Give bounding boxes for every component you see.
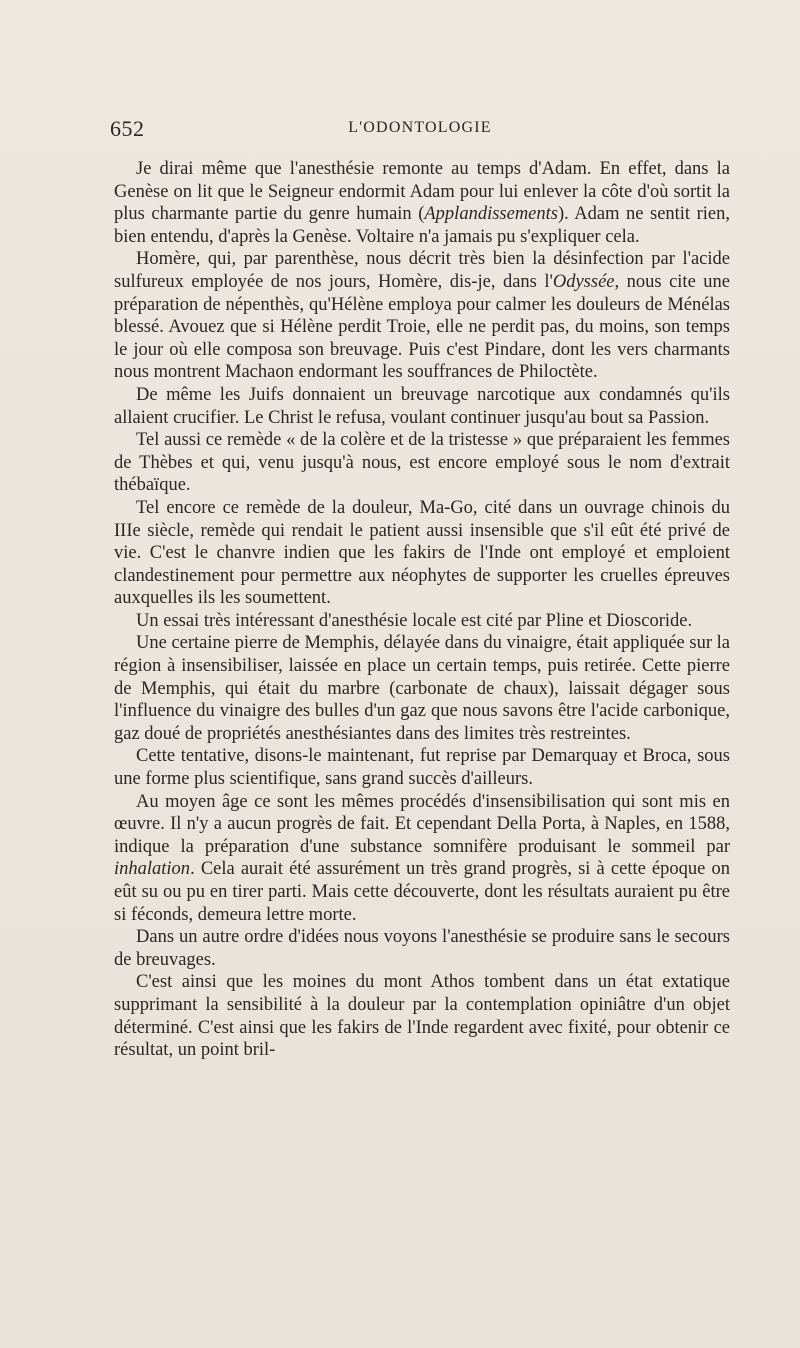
body-text (114, 158, 730, 1062)
paragraph-adam: Je dirai même que l'anesthésie remonte au temps d'Adam. En effet, dans la Genèse on lit que le Seigneur endormit Adam pour lui enlever la côte d'où sortit la plus charmante partie du genre humain (Applandissements). Adam ne sentit rien, bien entendu, d'après la Genèse. Voltaire n'a jamais pu s'expliquer cela. (114, 159, 730, 247)
paragraph-juifs: De même les Juifs donnaient un breuvage narcotique aux condamnés qu'ils allaient crucifier. Le Christ le refusa, voulant continuer jusqu'au bout sa Passion. (114, 384, 730, 428)
paragraph-breuvages: Dans un autre ordre d'idées nous voyons l'anesthésie se produire sans le secours de breuvages. (114, 927, 730, 970)
page-header (110, 116, 730, 144)
paragraph-homere: Homère, qui, par parenthèse, nous décrit très bien la désinfection par l'acide sulfureux employée de nos jours, Homère, dis-je, dans l'Odyssée, nous cite une préparation de népenthès, qu'Hélène employa pour calmer les douleurs de Ménélas blessé. Avouez que si Hélène perdit Troie, elle ne perdit pas, du moins, son temps le jour où elle composa son breuvage. Puis c'est Pindare, dont les vers charmants nous montrent Machaon endormant les souffrances de Philoctète. (114, 249, 730, 383)
paragraph-demarquay: Cette tentative, disons-le maintenant, fut reprise par Demarquay et Broca, sous une forme plus scientifique, sans grand succès d'ailleurs. (114, 746, 730, 790)
paragraph-ma-go: Tel encore ce remède de la douleur, Ma-Go, cité dans un ouvrage chinois du IIIe siècle, remède qui rendait le patient aussi insensible que s'il eût été privé de vie. C'est le chanvre indien que les fakirs de l'Inde ont employé et emploient clandestinement pour permettre aux néophytes de supporter les cruelles épreuves auxquelles ils les soumettent. (114, 497, 730, 609)
running-title: L'ODONTOLOGIE (348, 119, 492, 136)
paragraph-pline: Un essai très intéressant d'anesthésie locale est cité par Pline et Dioscoride. (136, 610, 693, 631)
paragraph-athos: C'est ainsi que les moines du mont Athos tombent dans un état extatique supprimant la sensibilité à la douleur par la contemplation opiniâtre d'un objet déterminé. C'est ainsi que les fakirs de l'Inde regardent avec fixité, pour obtenir ce résultat, un point bril- (114, 972, 730, 1061)
paragraph-thebes: Tel aussi ce remède « de la colère et de la tristesse » que préparaient les femmes de Thèbes et qui, venu jusqu'à nous, est encore employé sous le nom d'extrait thébaïque. (114, 430, 730, 496)
paragraph-moyen-age: Au moyen âge ce sont les mêmes procédés d'insensibilisation qui sont mis en œuvre. Il n'y a aucun progrès de fait. Et cependant Della Porta, à Naples, en 1588, indique la préparation d'une substance somnifère produisant le sommeil par inhalation. Cela aurait été assurément un très grand progrès, si à cette époque on eût su ou pu en tirer parti. Mais cette découverte, dont les résultats auraient pu être si féconds, demeura lettre morte. (114, 791, 730, 925)
paragraph-memphis: Une certaine pierre de Memphis, délayée dans du vinaigre, était appliquée sur la région à insensibiliser, laissée en place un certain temps, puis retirée. Cette pierre de Memphis, qui était du marbre (carbonate de chaux), laissait dégager sous l'influence du vinaigre des bulles d'un gaz que nous savons être l'acide carbonique, gaz doué de propriétés anesthésiantes dans des limites très restreintes. (114, 633, 730, 744)
page-number: 652 (110, 116, 145, 141)
